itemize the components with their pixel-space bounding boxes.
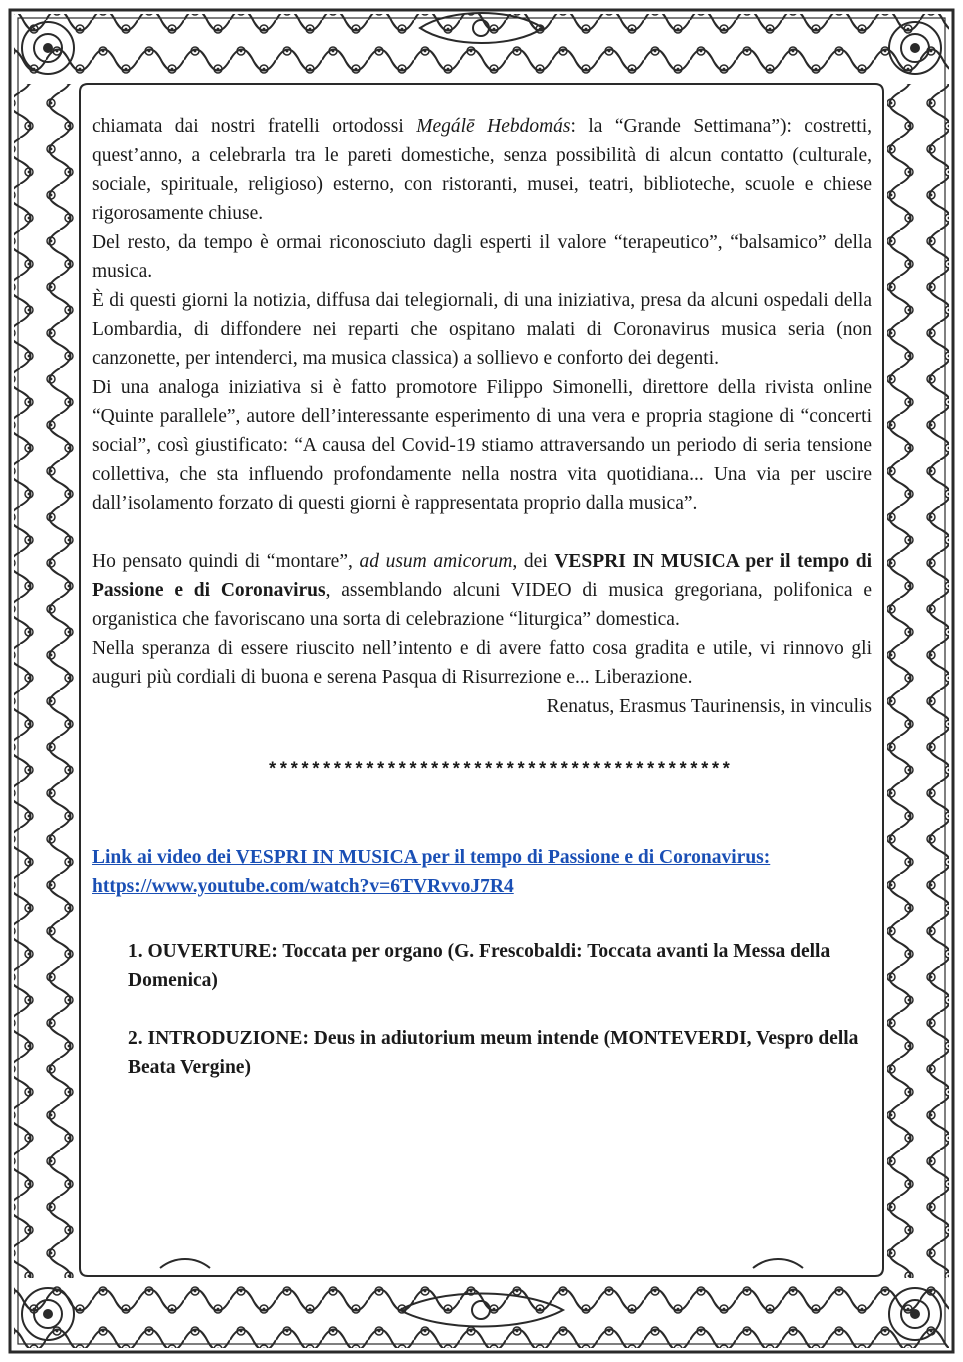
paragraph-5: Ho pensato quindi di “montare”, ad usum amicorum, dei VESPRI IN MUSICA per il tempo di Passione e di Coronavirus, assemblando alcuni VIDEO di musica gregoriana, polifonica e organistica che favoriscano una sorta di celebrazione “liturgica” domestica. xyxy=(92,551,873,630)
list-item: 2. INTRODUZIONE: Deus in adiutorium meum intende (MONTEVERDI, Vespro della Beata Vergine) xyxy=(128,1028,859,1078)
letter-body xyxy=(92,112,872,1082)
spacer xyxy=(92,518,872,547)
links-section xyxy=(92,843,872,901)
program-list xyxy=(128,937,870,1082)
signature: Renatus, Erasmus Taurinensis, in vinculis xyxy=(546,696,872,717)
video-link-title[interactable]: Link ai video dei VESPRI IN MUSICA per il tempo di Passione e di Coronavirus: xyxy=(92,847,771,868)
youtube-url-link[interactable]: https://www.youtube.com/watch?v=6TVRvvoJ7R4 xyxy=(92,876,514,897)
paragraph-2: Del resto, da tempo è ormai riconosciuto dagli esperti il valore “terapeutico”, “balsamico” della musica. xyxy=(92,232,872,282)
paragraph-3: È di questi giorni la notizia, diffusa dai telegiornali, di una iniziativa, presa da alcuni ospedali della Lombardia, di diffondere nei reparti che ospitano malati di Coronavirus musica seria (non canzonette, per intenderci, ma musica classica) a sollievo e conforto dei degenti. xyxy=(92,290,872,369)
paragraph-4: Di una analoga iniziativa si è fatto promotore Filippo Simonelli, direttore della rivista online “Quinte parallele”, autore dell’interessante esperimento di una vera e propria stagione di “concerti social”, così giustificato: “A causa del Covid-19 stiamo attraversando un periodo di seria tensione collettiva, che sta influendo profondamente nella nostra vita quotidiana... Una via per uscire dall’isolamento forzato di questi giorni è rappresentata proprio dalla musica”. xyxy=(92,377,872,514)
paragraph-1: chiamata dai nostri fratelli ortodossi Megálē Hebdomás: la “Grande Settimana”): costretti, quest’anno, a celebrarla tra le pareti domestiche, senza possibilità di alcun contatto (culturale, sociale, spirituale, religioso) esterno, con ristoranti, musei, teatri, biblioteche, scuole e chiese rigorosamente chiuse. xyxy=(92,116,872,224)
list-item: 1. OUVERTURE: Toccata per organo (G. Frescobaldi: Toccata avanti la Messa della Domenica) xyxy=(128,941,831,991)
paragraph-6: Nella speranza di essere riuscito nell’intento e di avere fatto cosa gradita e utile, vi rinnovo gli auguri più cordiali di buona e serena Pasqua di Risurrezione e... Liberazione. xyxy=(92,638,872,688)
separator: ******************************************* xyxy=(267,761,732,781)
